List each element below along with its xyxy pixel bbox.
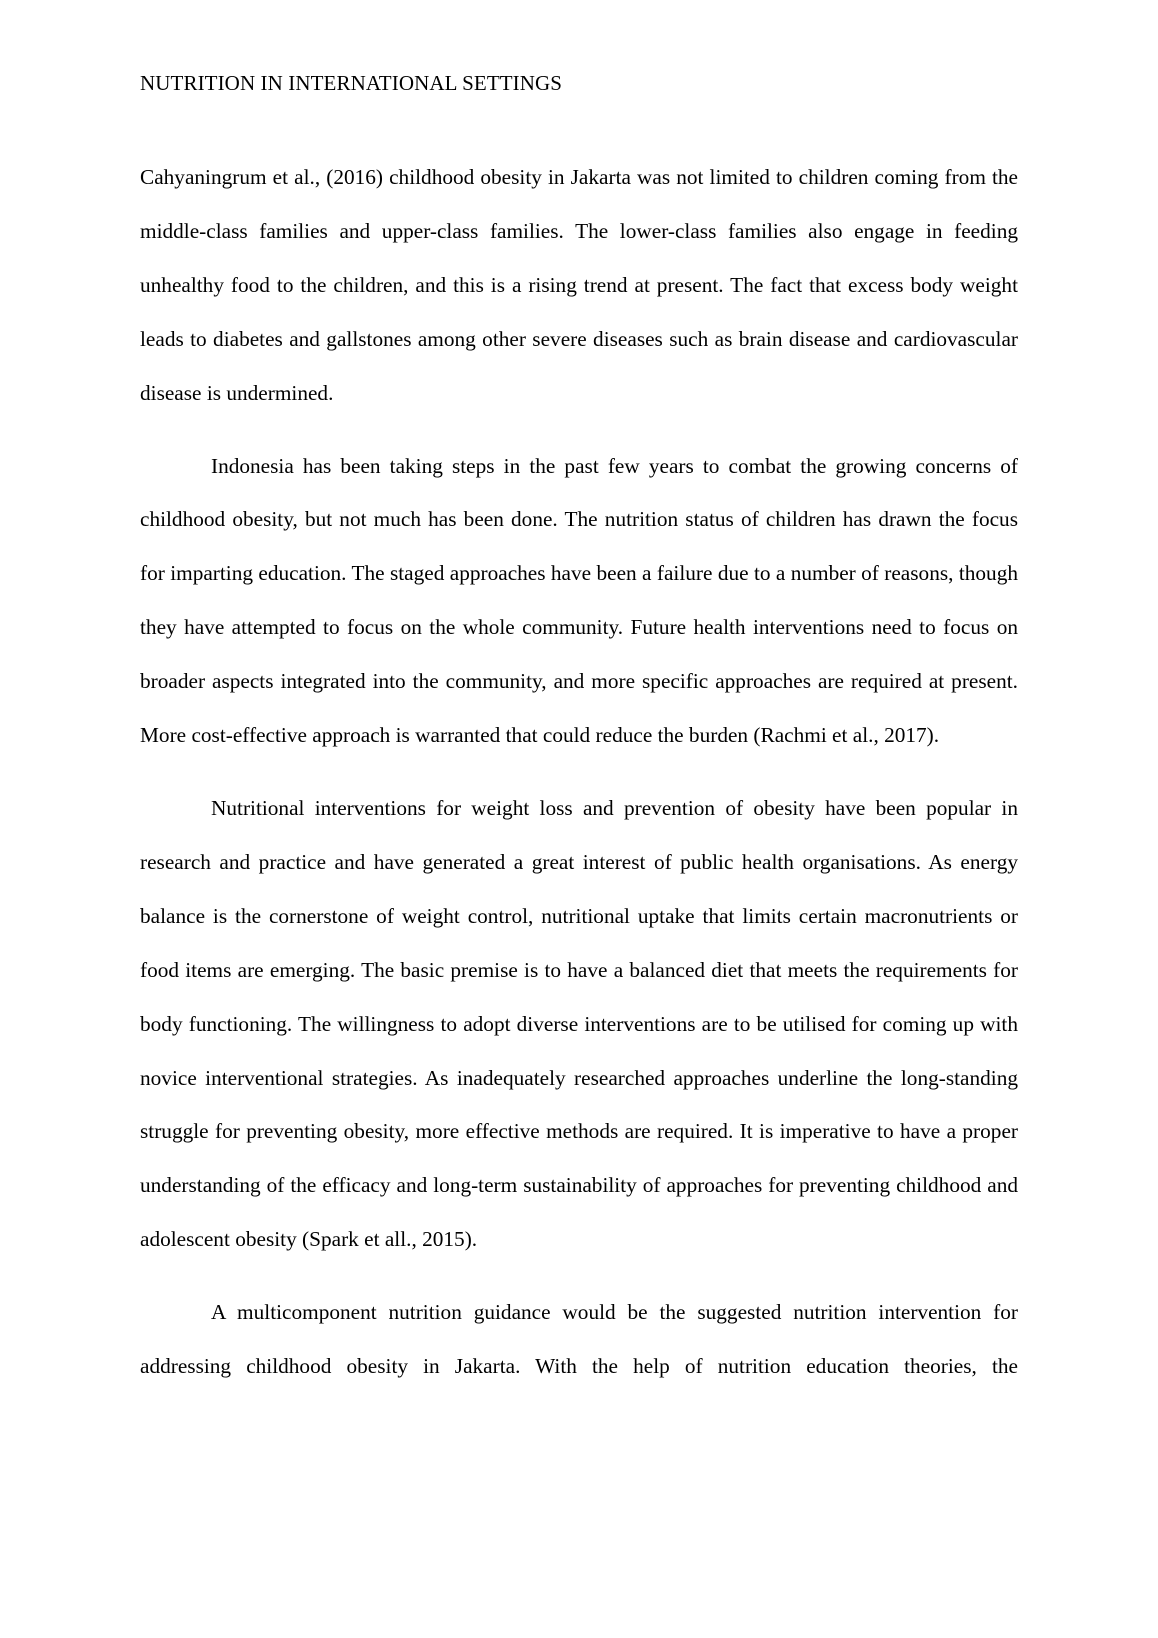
paragraph-1: Cahyaningrum et al., (2016) childhood obesity in Jakarta was not limited to children coming from the middle-class families and upper-class families. The lower-class families also engage in feeding unhealthy food to the children, and this is a rising trend at present. The fact that excess body weight leads to diabetes and gallstones among other severe diseases such as brain disease and cardiovascular disease is undermined. — [140, 165, 1018, 405]
paragraph-3: Nutritional interventions for weight loss and prevention of obesity have been popular in research and practice and have generated a great interest of public health organisations. As energy balance is the cornerstone of weight control, nutritional uptake that limits certain macronutrients or food items are emerging. The basic premise is to have a balanced diet that meets the requirements for body functioning. The willingness to adopt diverse interventions are to be utilised for coming up with novice interventional strategies. As inadequately researched approaches underline the long-standing struggle for preventing obesity, more effective methods are required. It is imperative to have a proper understanding of the efficacy and long-term sustainability of approaches for preventing childhood and adolescent obesity (Spark et all., 2015). — [140, 795, 1018, 1252]
paragraph-2: Indonesia has been taking steps in the past few years to combat the growing concerns of childhood obesity, but not much has been done. The nutrition status of children has drawn the focus for imparting education. The staged approaches have been a failure due to a number of reasons, though they have attempted to focus on the whole community. Future health interventions need to focus on broader aspects integrated into the community, and more specific approaches are required at present. More cost-effective approach is warranted that could reduce the burden (Rachmi et al., 2017). — [140, 453, 1018, 748]
running-head: NUTRITION IN INTERNATIONAL SETTINGS — [140, 71, 563, 95]
paragraph-4: A multicomponent nutrition guidance would be the suggested nutrition intervention for addressing childhood obesity in Jakarta. With the help of nutrition education theories, the — [140, 1300, 1018, 1379]
body-text — [140, 151, 1018, 1394]
